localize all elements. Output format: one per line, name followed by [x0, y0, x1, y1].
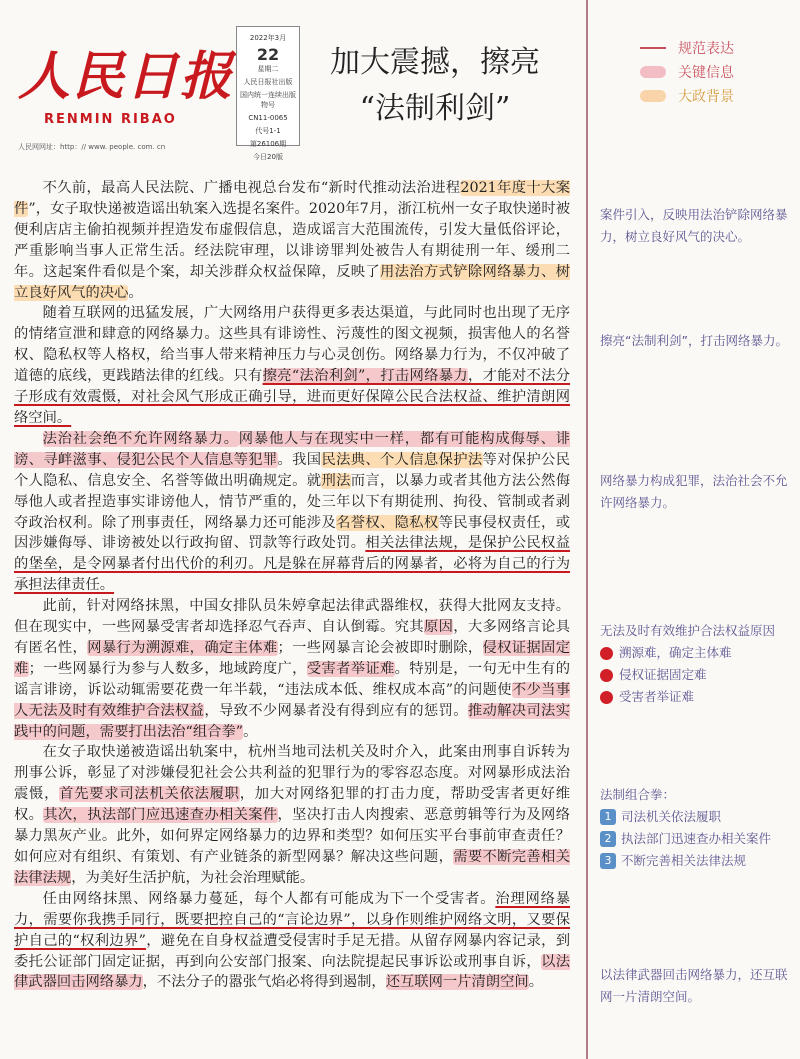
annotation-4 [600, 620, 790, 708]
annotation-3: 网络暴力构成犯罪，法治社会不允许网络暴力。 [600, 473, 788, 510]
paragraph-1: 不久前，最高人民法院、广播电视总台发布“新时代推动法治进程2021年度十大案件”，女子取快递被造谣出轨案入选提名案件。2020年7月，浙江杭州一女子取快递时被便利店店主偷拍视频并捏造发布虚假信息，造成谣言大范围流传，引发大量低俗评论，严重影响当事人正常生活。经法院审理，以诽谤罪判处被告人有期徒刑一年、缓刑二年。这起案件看似是个案，却关涉群众权益保障，反映了用法治方式铲除网络暴力、树立良好风气的决心。 [14, 180, 570, 301]
date-year: 2022年3月 [249, 34, 287, 42]
paragraph-6: 任由网络抹黑、网络暴力蔓延，每个人都有可能成为下一个受害者。治理网络暴力，需要你我携手同行，既要把控自己的“言论边界”，以身作则维护网络文明，又要保护自己的“权利边界”，避免在自身权益遭受侵害时手足无措。从留存网暴内容记录，到委托公证部门固定证据，再到向公安部门报案、向法院提起民事诉讼或刑事自诉，以法律武器回击网络暴力，不法分子的嚣张气焰必将得到遏制，还互联网一片清朗空间。 [14, 890, 571, 991]
newspaper-masthead [14, 20, 294, 160]
annotation-5 [600, 784, 790, 872]
underline-swatch [640, 47, 666, 49]
legend-item-policy: 大政背景 [640, 84, 734, 108]
red-circle-icon [600, 647, 613, 660]
annotation-2: 擦亮“法制利剑”，打击网络暴力。 [600, 333, 788, 348]
margin-divider [586, 0, 588, 1059]
date-info-2: 国内统一连续出版物号 [240, 91, 296, 109]
legend [640, 36, 734, 108]
date-info-4: 代号1-1 [255, 127, 281, 135]
reason-item-2: 侵权证据固定难 [600, 664, 790, 686]
date-info-1: 人民日报社出版 [243, 78, 293, 86]
date-day: 22 [256, 45, 280, 64]
date-box [236, 26, 300, 161]
orange-highlight-swatch [640, 90, 666, 102]
measure-item-2: 2 执法部门迅速查办相关案件 [600, 828, 790, 850]
article-body [14, 178, 570, 993]
red-circle-icon [600, 691, 613, 704]
article-headline [300, 40, 570, 132]
newspaper-logo: 人民日报 [18, 46, 235, 107]
measure-item-3: 3 不断完善相关法律法规 [600, 850, 790, 872]
date-info-3: CN11-0065 [248, 114, 288, 122]
date-info-5: 第26106期 [249, 140, 287, 148]
annotation-5-title: 法制组合拳： [600, 787, 676, 802]
annotation-4-title: 无法及时有效维护合法权益原因 [600, 623, 776, 638]
paragraph-5: 在女子取快递被造谣出轨案中，杭州当地司法机关及时介入，此案由刑事自诉转为刑事公诉，彰显了对涉嫌侵犯社会公共利益的犯罪行为的零容忍态度。对网暴形成法治震慑，首先要求司法机关依法履职，加大对网络犯罪的打击力度，帮助受害者更好维权。其次，执法部门应迅速查办相关案件，坚决打击人肉搜索、恶意剪辑等行为及网络暴力黑灰产业。此外，如何界定网络暴力的边界和类型？如何压实平台事前审查责任？如何应对有组织、有策划、有产业链条的新型网暴？解决这些问题，需要不断完善相关法律法规，为美好生活护航，为社会治理赋能。 [14, 744, 571, 886]
date-info-6: 今日20版 [253, 153, 283, 161]
pink-highlight-swatch [640, 66, 666, 78]
annotation-1: 案件引入，反映用法治铲除网络暴力，树立良好风气的决心。 [600, 207, 788, 244]
number-1-icon: 1 [600, 809, 616, 825]
headline-line-1: 加大震撼，擦亮 [330, 45, 540, 80]
annotation-6: 以法律武器回击网络暴力，还互联网一片清朗空间。 [600, 967, 788, 1004]
date-weekday: 星期二 [257, 65, 279, 73]
number-2-icon: 2 [600, 831, 616, 847]
reason-item-3: 受害者举证难 [600, 686, 790, 708]
red-circle-icon [600, 669, 613, 682]
legend-item-expression: 规范表达 [640, 36, 734, 60]
paragraph-4: 此前，针对网络抹黑，中国女排队员朱婷拿起法律武器维权，获得大批网友支持。但在现实中，一些网暴受害者却选择忍气吞声、自认倒霉。究其原因，大多网络言论具有匿名性，网暴行为溯源难，确定主体难；一些网暴言论会被即时删除，侵权证据固定难；一些网暴行为参与人数多，地域跨度广，受害者举证难。特别是，一句无中生有的谣言诽谤，诉讼动辄需要花费一年半载，“违法成本低、维权成本高”的问题使不少当事人无法及时有效维护合法权益，导致不少网暴者没有得到应有的惩罚。推动解决司法实践中的问题，需要打出法治“组合拳”。 [14, 598, 570, 740]
number-3-icon: 3 [600, 853, 616, 869]
headline-line-2: “法制利剑” [359, 91, 511, 126]
paragraph-2: 随着互联网的迅猛发展，广大网络用户获得更多表达渠道，与此同时也出现了无序的情绪宣泄和肆意的网络暴力。这些具有诽谤性、污蔑性的图文视频，损害他人的名誉权、隐私权等人格权，给当事人带来精神压力与心灵创伤。网络暴力行为，不仅冲破了道德的底线，更践踏法律的红线。只有擦亮“法治利剑”，打击网络暴力，才能对不法分子形成有效震慑，对社会风气形成正确引导，进而更好保障公民合法权益、维护清朗网络空间。 [14, 305, 571, 426]
newspaper-website: 人民网网址：http：// www. people. com. cn [18, 143, 166, 151]
legend-item-key-info: 关键信息 [640, 60, 734, 84]
reason-item-1: 溯源难，确定主体难 [600, 642, 790, 664]
paragraph-3: 法治社会绝不允许网络暴力。网暴他人与在现实中一样，都有可能构成侮辱、诽谤、寻衅滋事、侵犯公民个人信息等犯罪。我国民法典、个人信息保护法等对保护公民个人隐私、信息安全、名誉等做出明确规定。就刑法而言，以暴力或者其他方法公然侮辱他人或者捏造事实诽谤他人，情节严重的，处三年以下有期徒刑、拘役、管制或者剥夺政治权利。除了刑事责任，网络暴力还可能涉及名誉权、隐私权等民事侵权责任，或因涉嫌侮辱、诽谤被处以行政拘留、罚款等行政处罚。相关法律法规，是保护公民权益的堡垒，是令网暴者付出代价的利刃。凡是躲在屏幕背后的网暴者，必将为自己的行为承担法律责任。 [14, 430, 570, 594]
measure-item-1: 1 司法机关依法履职 [600, 806, 790, 828]
newspaper-logo-english: RENMIN RIBAO [44, 112, 177, 127]
